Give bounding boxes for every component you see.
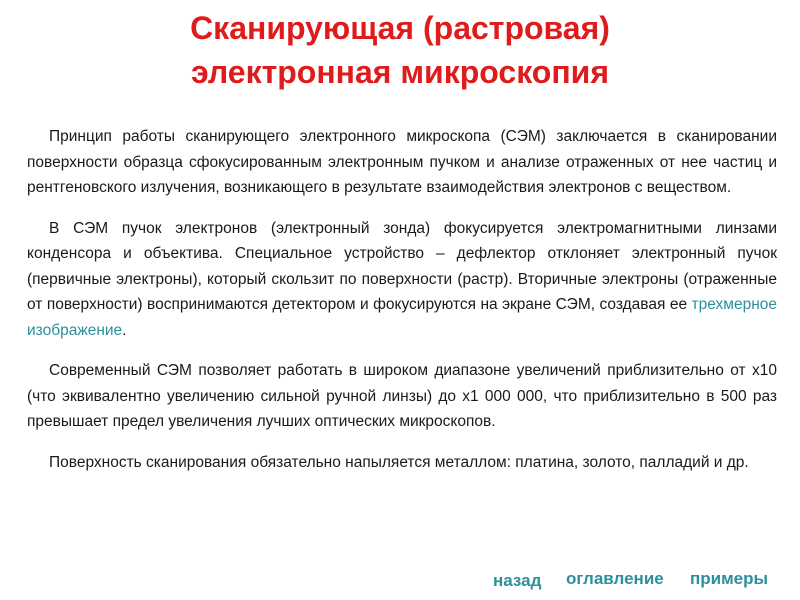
back-link[interactable]: назад (493, 571, 542, 590)
examples-link[interactable]: примеры (690, 569, 769, 588)
slide-title (0, 6, 800, 94)
paragraph-magnification: Современный СЭМ позволяет работать в широком диапазоне увеличений приблизительно от х10 (что эквивалентно увеличению сильной ручной линзы) до х1 000 000, что приблизительно в 500 раз превышает предел увеличения лучших оптических микроскопов. (27, 362, 777, 430)
paragraph-beam (27, 216, 777, 344)
paragraph-beam-end: . (122, 321, 127, 339)
paragraph-principle: Принцип работы сканирующего электронного микроскопа (СЭМ) заключается в сканировании поверхности образца сфокусированным электронным пучком и анализе отраженных от нее частиц и рентгеновского излучения, возникающего в результате взаимодействия электронов с веществом. (27, 128, 777, 196)
contents-link[interactable]: оглавление (566, 569, 664, 588)
title-line-1: Сканирующая (растровая) (190, 10, 610, 46)
paragraph-beam-text: В СЭМ пучок электронов (электронный зонда) фокусируется электромагнитными линзами конденсора и объектива. Специальное устройство – дефлектор отклоняет электронный пучок (первичные электроны), который скользит по поверхности (растр). Вторичные электроны (отраженные от поверхности) воспринимаются детектором и фокусируются на экране СЭМ, создавая ее (27, 219, 777, 313)
slide-body (27, 124, 777, 490)
3d-image-link[interactable]: трехмерное изображение (27, 296, 777, 339)
title-line-2: электронная микроскопия (190, 54, 609, 90)
paragraph-coating: Поверхность сканирования обязательно напыляется металлом: платина, золото, палладий и др. (49, 453, 749, 471)
